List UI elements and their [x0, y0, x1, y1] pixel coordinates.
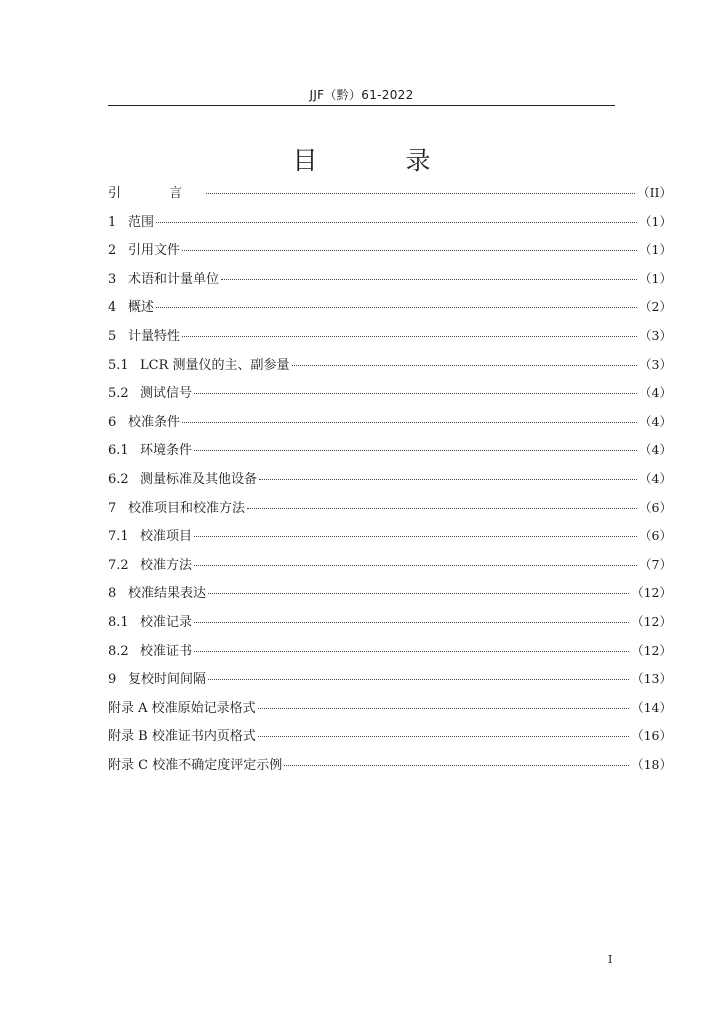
header-rule — [108, 105, 615, 106]
toc-entry-title: 附录 B 校准证书内页格式 — [108, 729, 256, 745]
toc-entry-number: 6.2 — [108, 471, 129, 487]
toc-dot-leader — [194, 565, 637, 566]
page-number: I — [608, 953, 613, 966]
toc-entry-page: （3） — [639, 356, 672, 372]
toc-entry-number: 3 — [108, 271, 117, 287]
table-of-contents — [108, 179, 672, 779]
toc-entry-title: 引用文件 — [128, 243, 181, 259]
toc-dot-leader — [182, 250, 637, 251]
toc-dot-leader — [156, 222, 637, 223]
toc-entry-number: 2 — [108, 243, 117, 259]
toc-entry-title: 环境条件 — [140, 443, 193, 459]
toc-entry-page: （14） — [631, 699, 672, 715]
toc-entry-page: （4） — [639, 413, 672, 429]
toc-dot-leader — [247, 508, 637, 509]
toc-entry[interactable] — [108, 494, 672, 523]
toc-entry[interactable] — [108, 608, 672, 637]
toc-entry-title: 计量特性 — [128, 328, 181, 344]
toc-entry[interactable] — [108, 551, 672, 580]
toc-dot-leader — [292, 365, 638, 366]
toc-dot-leader — [156, 307, 637, 308]
toc-entry-page: （II） — [637, 185, 672, 200]
toc-entry-page: （12） — [631, 613, 672, 629]
toc-entry-page: （12） — [631, 642, 672, 658]
toc-entry-page: （2） — [639, 299, 672, 315]
toc-entry[interactable] — [108, 751, 672, 780]
toc-entry-page: （4） — [639, 385, 672, 401]
toc-entry-page: （7） — [639, 556, 672, 572]
toc-entry-title: 校准方法 — [140, 557, 193, 573]
toc-entry-title: 校准结果表达 — [128, 586, 207, 602]
toc-dot-leader — [258, 736, 629, 737]
toc-entry-page: （16） — [631, 728, 672, 744]
toc-entry-title: 校准条件 — [128, 414, 181, 430]
toc-entry-title: 附录 A 校准原始记录格式 — [108, 700, 256, 716]
toc-entry-title: 校准记录 — [140, 614, 193, 630]
toc-dot-leader — [208, 593, 629, 594]
toc-entry-title: 测量标准及其他设备 — [140, 471, 258, 487]
toc-entry[interactable] — [108, 465, 672, 494]
toc-entry[interactable] — [108, 265, 672, 294]
toc-entry-title: 范围 — [128, 214, 155, 230]
toc-entry-number: 8.1 — [108, 614, 129, 630]
toc-dot-leader — [194, 622, 629, 623]
toc-entry[interactable] — [108, 293, 672, 322]
toc-entry-page: （18） — [631, 756, 672, 772]
toc-entry[interactable] — [108, 694, 672, 723]
toc-entry-number: 5.1 — [108, 357, 129, 373]
toc-dot-leader — [194, 450, 637, 451]
toc-entry[interactable] — [108, 637, 672, 666]
toc-entry[interactable] — [108, 665, 672, 694]
toc-entry-page: （4） — [639, 470, 672, 486]
toc-entry-number: 7.1 — [108, 529, 129, 545]
toc-entry-page: （12） — [631, 585, 672, 601]
toc-entry-title: 校准项目和校准方法 — [128, 500, 246, 516]
toc-entry-page: （3） — [639, 327, 672, 343]
toc-entry-page: （4） — [639, 442, 672, 458]
toc-dot-leader — [284, 765, 629, 766]
toc-entry[interactable] — [108, 179, 672, 208]
toc-entry[interactable] — [108, 722, 672, 751]
toc-entry-number: 7 — [108, 500, 117, 516]
toc-entry[interactable] — [108, 351, 672, 380]
toc-entry-page: （6） — [639, 499, 672, 515]
toc-entry[interactable] — [108, 236, 672, 265]
toc-dot-leader — [182, 336, 637, 337]
toc-entry-page: （6） — [639, 528, 672, 544]
toc-entry-title: 附录 C 校准不确定度评定示例 — [108, 757, 283, 773]
toc-entry-number: 6 — [108, 414, 117, 430]
toc-entry[interactable] — [108, 579, 672, 608]
toc-dot-leader — [259, 479, 637, 480]
toc-entry-number: 7.2 — [108, 557, 129, 573]
toc-entry-number: 5.2 — [108, 386, 129, 402]
toc-entry-title: 概述 — [128, 300, 155, 316]
toc-entry-number: 6.1 — [108, 443, 129, 459]
toc-entry-number: 9 — [108, 672, 117, 688]
toc-entry-title: 校准证书 — [140, 643, 193, 659]
toc-entry[interactable] — [108, 522, 672, 551]
toc-entry-title: 测试信号 — [140, 386, 193, 402]
toc-entry-page: （1） — [639, 270, 672, 286]
toc-entry-page: （1） — [639, 213, 672, 229]
toc-entry[interactable] — [108, 208, 672, 237]
toc-entry-title: 引 言 — [108, 186, 205, 201]
toc-dot-leader — [258, 708, 629, 709]
toc-entry-page: （1） — [639, 242, 672, 258]
toc-entry-number: 1 — [108, 214, 117, 230]
toc-dot-leader — [206, 193, 635, 194]
toc-entry-number: 8 — [108, 586, 117, 602]
toc-entry-title: 复校时间间隔 — [128, 672, 207, 688]
toc-entry-number: 5 — [108, 328, 117, 344]
toc-entry[interactable] — [108, 322, 672, 351]
toc-entry-number: 8.2 — [108, 643, 129, 659]
toc-dot-leader — [194, 651, 629, 652]
toc-entry[interactable] — [108, 408, 672, 437]
toc-entry-title: LCR 测量仪的主、副参量 — [140, 357, 290, 373]
toc-entry-title: 术语和计量单位 — [128, 271, 220, 287]
toc-dot-leader — [208, 679, 629, 680]
running-header: JJF（黔）61-2022 — [309, 88, 414, 102]
toc-dot-leader — [194, 393, 637, 394]
page-title: 目 录 — [292, 146, 471, 175]
toc-dot-leader — [194, 536, 637, 537]
toc-entry-title: 校准项目 — [140, 529, 193, 545]
toc-entry-page: （13） — [631, 671, 672, 687]
toc-dot-leader — [221, 279, 637, 280]
toc-dot-leader — [182, 422, 637, 423]
toc-entry[interactable] — [108, 436, 672, 465]
toc-entry[interactable] — [108, 379, 672, 408]
toc-entry-number: 4 — [108, 300, 117, 316]
